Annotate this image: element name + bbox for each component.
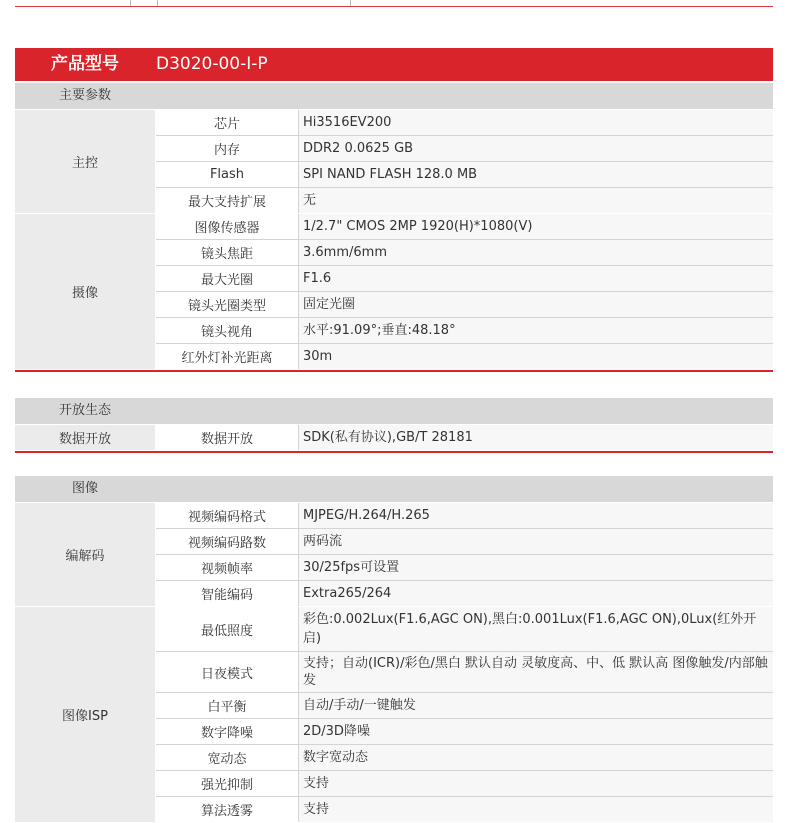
spec-row: [156, 771, 773, 797]
spec-row: [156, 318, 773, 344]
spec-row: [156, 581, 773, 606]
spec-label: 宽动态: [156, 745, 299, 770]
spec-label: 强光抑制: [156, 771, 299, 796]
spec-label: 视频编码格式: [156, 503, 299, 528]
spec-row: [156, 529, 773, 555]
spec-row: [156, 797, 773, 822]
group-rows: [156, 503, 773, 606]
spec-group: [15, 214, 773, 370]
section-title: 主要参数: [58, 88, 111, 103]
spec-label: 内存: [156, 136, 299, 161]
spec-value: 数字宽动态: [299, 745, 773, 770]
group-name: 主控: [15, 110, 156, 213]
spec-value: DDR2 0.0625 GB: [299, 136, 773, 161]
spec-label: 芯片: [156, 110, 299, 135]
section-title: 图像: [71, 481, 98, 496]
spec-label: 镜头光圈类型: [156, 292, 299, 317]
spec-row: [156, 745, 773, 771]
model-header: [15, 48, 773, 81]
spec-label: 最大支持扩展: [156, 188, 299, 213]
spec-value: 两码流: [299, 529, 773, 554]
spec-section: [15, 398, 773, 453]
spec-label: Flash: [156, 162, 299, 187]
spec-section: [15, 476, 773, 823]
spec-row: [156, 188, 773, 213]
spec-label: 算法透雾: [156, 797, 299, 822]
spec-row: [156, 607, 773, 652]
spec-value: 支持: [299, 771, 773, 796]
spec-row: [156, 503, 773, 529]
group-name: 摄像: [15, 214, 156, 369]
model-label: 产品型号: [51, 54, 119, 74]
previous-table-fragment: [15, 0, 773, 7]
spec-value: Hi3516EV200: [299, 110, 773, 135]
spec-value: 3.6mm/6mm: [299, 240, 773, 265]
group-rows: [156, 607, 773, 822]
spec-row: [156, 240, 773, 266]
spec-group: [15, 425, 773, 451]
spec-value: 30/25fps可设置: [299, 555, 773, 580]
model-value: D3020-00-I-P: [156, 54, 268, 74]
group-name: 图像ISP: [15, 607, 156, 822]
spec-label: 最大光圈: [156, 266, 299, 291]
group-name: 数据开放: [15, 425, 156, 450]
spec-value: 2D/3D降噪: [299, 719, 773, 744]
spec-value: 1/2.7" CMOS 2MP 1920(H)*1080(V): [299, 214, 773, 239]
spec-value: MJPEG/H.264/H.265: [299, 503, 773, 528]
spec-value: 彩色:0.002Lux(F1.6,AGC ON),黑白:0.001Lux(F1.6,AGC ON),0Lux(红外开启): [299, 607, 773, 651]
spec-row: [156, 214, 773, 240]
spec-row: [156, 652, 773, 693]
spec-value: 支持；自动(ICR)/彩色/黑白 默认自动 灵敏度高、中、低 默认高 图像触发/内部触发: [299, 652, 773, 692]
group-rows: [156, 425, 773, 450]
spec-label: 红外灯补光距离: [156, 344, 299, 369]
spec-label: 镜头焦距: [156, 240, 299, 265]
spec-value: SPI NAND FLASH 128.0 MB: [299, 162, 773, 187]
spec-section: [15, 83, 773, 372]
spec-group: [15, 607, 773, 823]
spec-value: F1.6: [299, 266, 773, 291]
spec-row: [156, 344, 773, 369]
spec-label: 图像传感器: [156, 214, 299, 239]
spec-label: 数据开放: [156, 425, 299, 450]
spec-row: [156, 292, 773, 318]
section-title-row: [15, 398, 773, 425]
spec-row: [156, 555, 773, 581]
spec-label: 日夜模式: [156, 652, 299, 692]
spec-group: [15, 503, 773, 607]
group-name: 编解码: [15, 503, 156, 606]
spec-label: 最低照度: [156, 607, 299, 651]
spec-value: SDK(私有协议),GB/T 28181: [299, 425, 773, 450]
column-divider: [130, 0, 131, 6]
spec-label: 智能编码: [156, 581, 299, 606]
spec-row: [156, 266, 773, 292]
spec-label: 视频帧率: [156, 555, 299, 580]
spec-value: 30m: [299, 344, 773, 369]
section-title-row: [15, 476, 773, 503]
spec-row: [156, 425, 773, 450]
spec-value: 支持: [299, 797, 773, 822]
spec-value: 无: [299, 188, 773, 213]
column-divider: [157, 0, 158, 6]
spec-label: 视频编码路数: [156, 529, 299, 554]
spec-row: [156, 136, 773, 162]
section-title-row: [15, 83, 773, 110]
group-rows: [156, 214, 773, 369]
column-divider: [350, 0, 351, 6]
spec-value: 固定光圈: [299, 292, 773, 317]
spec-label: 数字降噪: [156, 719, 299, 744]
spec-row: [156, 693, 773, 719]
spec-label: 白平衡: [156, 693, 299, 718]
spec-row: [156, 162, 773, 188]
spec-label: 镜头视角: [156, 318, 299, 343]
group-rows: [156, 110, 773, 213]
spec-row: [156, 719, 773, 745]
section-title: 开放生态: [58, 403, 111, 418]
spec-row: [156, 110, 773, 136]
spec-value: 自动/手动/一键触发: [299, 693, 773, 718]
spec-value: Extra265/264: [299, 581, 773, 606]
spec-value: 水平:91.09°;垂直:48.18°: [299, 318, 773, 343]
spec-group: [15, 110, 773, 214]
